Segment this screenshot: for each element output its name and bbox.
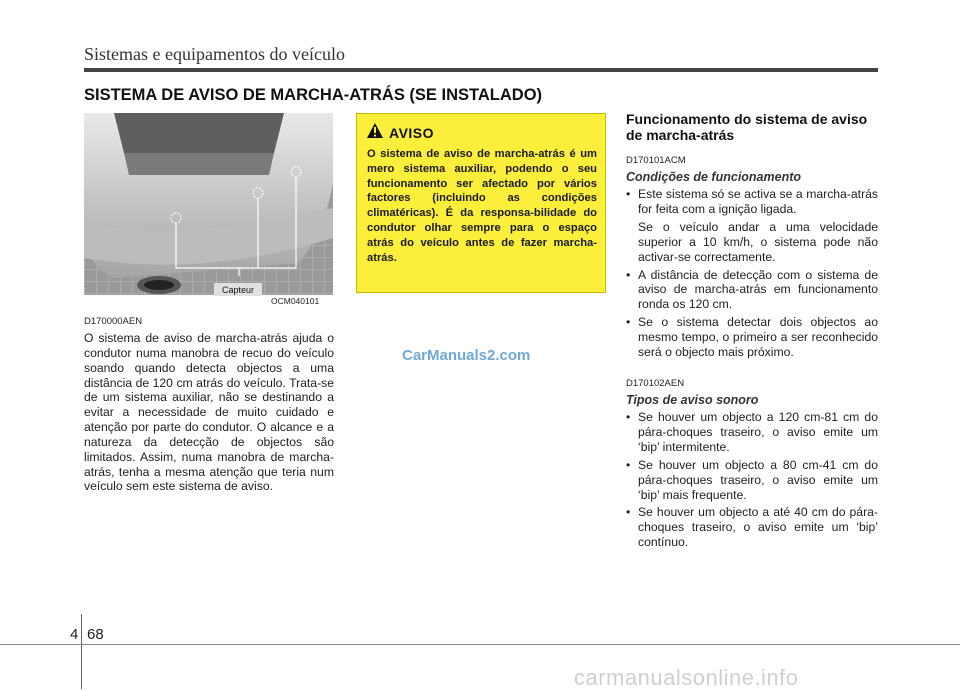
section-title: SISTEMA DE AVISO DE MARCHA-ATRÁS (SE INSTALADO) [84,86,543,104]
warning-triangle-icon [367,123,383,143]
conditions-subtitle: Condições de funcionamento [626,170,802,184]
footer-watermark: carmanualsonline.info [574,665,799,690]
rear-bumper-illustration [84,113,333,310]
warning-box [356,113,606,293]
sound-types-subtitle: Tipos de aviso sonoro [626,392,759,407]
running-header: Sistemas e equipamentos do veículo [84,44,345,64]
page-divider [81,614,82,689]
warning-title: AVISO [389,125,435,141]
watermark: CarManuals2.com [402,347,531,364]
list-item: • Se houver um objecto a até 40 cm do pára-choques traseiro, o aviso emite um ‘bip’ contínuo. [626,505,878,550]
sound-types-code: D170102AEN [626,377,685,389]
list-item: • Se o sistema detectar dois objectos ao mesmo tempo, o primeiro a ser reconhecido será o objecto mais próximo. [626,315,878,360]
list-item: • A distância de detecção com o sistema de aviso de marcha-atrás em funcionamento ronda os 120 cm. [626,267,878,312]
left-section-code: D170000AEN [84,316,143,327]
section-number: 4 [70,626,79,643]
page-number: 68 [87,626,104,643]
list-item-subtext: Se o veículo andar a uma velocidade superior a 10 km/h, o sistema pode não activar-se correctamente. [638,219,878,264]
operation-heading: Funcionamento do sistema de aviso de marcha-atrás [626,111,868,143]
footer-rule [0,644,960,645]
figure-code: OCM040101 [271,296,320,306]
operation-column [626,111,878,553]
warning-text: O sistema de aviso de marcha-atrás é um mero sistema auxiliar, podendo o seu funcionamento ser afectado por vários factores (incluindo as condições climatéricas). É da responsa-bilidade do condutor olhar sempre para o espaço atrás do veículo antes de fazer marcha-atrás. [367,148,597,264]
list-item: • Este sistema só se activa se a marcha-atrás for feita com a ignição ligada. [626,187,878,216]
intro-paragraph: O sistema de aviso de marcha-atrás ajuda o condutor numa manobra de recuo do veículo soando quando detecta objectos a uma distância de 120 cm atrás do veículo. Trata-se de um sistema auxiliar, não se destinando a evitar a necessidade de muito cuidado e atenção por parte do condutor. O alcance e a natureza da detecção de objectos são limitados. Assim, numa manobra de marcha-atrás, tenha a mesma atenção que teria num veículo sem este sistema de aviso. [84,331,334,494]
sensor-label: Capteur [221,285,255,295]
operation-code: D170101ACM [626,155,686,166]
header-rule [84,68,878,72]
list-item: • Se houver um objecto a 120 cm-81 cm do pára-choques traseiro, o aviso emite um ‘bip’ intermitente. [626,409,878,454]
list-item: • Se houver um objecto a 80 cm-41 cm do pára-choques traseiro, o aviso emite um ‘bip’ mais frequente. [626,457,878,502]
